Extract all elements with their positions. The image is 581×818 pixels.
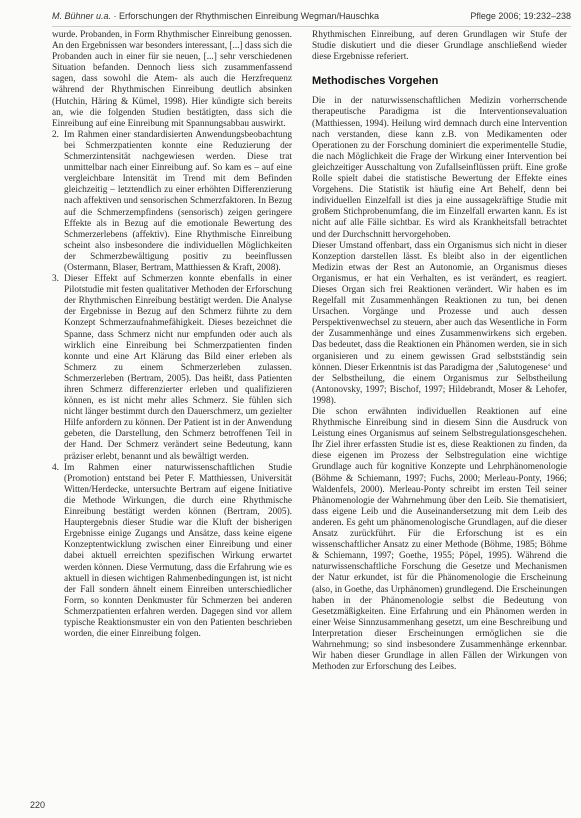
right-intro-paragraph: Rhythmischen Einreibung, auf deren Grundlagen wir Stufe der Studie diskutiert und die dieser Grundlage anschließend wieder diese Ergebnisse referiert. bbox=[312, 30, 567, 63]
body-paragraph: Die schon erwähnten individuellen Reaktionen auf eine Rhythmische Einreibung sind in diesem Sinn die Ausdruck von Leistung eines Organismus auf seinem Selbstregulationsgeschehen. Ihr Ziel ihrer erfassten Studie ist es, diese Reaktionen zu finden, da diese eigenen im Prozess der Selbstregulation eine wichtige Grundlage auch für kognitive Konzepte und Lehrphänomenologie (Böhme & Schiemann, 1997; Fuchs, 2000; Merleau-Ponty, 1966; Waldenfels, 2000). Merleau-Ponty schreibt im ersten Teil seiner Phänomenologie der Wahrnehmung über den Leib. Sie thematisiert, dass eigene Leib und die Auseinandersetzung mit dem Leib des anderen. Es geht um phänomenologische Grundlagen, auf die dieser Ansatz zurückführt. Für die Erforschung ist es ein wissenschaftlicher Ansatz zu einer Methode (Böhme, 1985; Böhme & Schiemann, 1997; Goethe, 1955; Pöpel, 1995). Während die naturwissenschaftliche Forschung die Gesetze und Mechanismen der Natur erkundet, ist für die Phänomenologie die Erscheinung (also, in Goethe, das Urphänomen) grundlegend. Die Erscheinungen haben in der Phänomenologie selbst die Bedeutung von Gesetzmäßigkeiten. Eine Erfahrung und ein Phänomen werden in einer Weise Sinnzusammenhang gesetzt, um eine Beschreibung und Interpretation dieser Erscheinungen ermöglichen sie die Wahrnehmung; so sind insbesondere Zusammenhänge erkennbar. Wir haben dieser Grundlage in allen Fällen der Wirkungen von Methoden zur Erforschung des Leibes. bbox=[312, 407, 567, 673]
list-item bbox=[52, 274, 292, 463]
list-item-text: Im Rahmen einer naturwissenschaftlichen Studie (Promotion) entstand bei Peter F. Matthiessen, Universität Witten/Herdecke, untersuchte Bertram auf eigene Initiative die Methode Wirkungen, die durch eine Rhythmische Einreibung bestätigt werden können (Bertram, 2005). Hauptergebnis dieser Studie war die Kluft der bisherigen Ergebnisse einige Zugangs und Ansätze, dass keine eigene Konzeptentwicklung zwischen einer Einreibung und einer dabei aktuell erreichten spezifischen Wirkung erwartet werden können. Diese Vermutung, dass die Erfahrung wie es aktuell in diesen wichtigen Rahmenbedingungen ist, ist nicht der Fall sondern ähnelt einem Einreiben unterschiedlicher Form, so konnten Denkmuster für Schmerzen bei anderen Schmerzpatienten erfahren werden. Dagegen sind vor allem typische Reaktionsmuster ein von den Patienten beschrieben worden, die einer Einreibung folgen. bbox=[64, 462, 292, 640]
header-citation: Pflege 2006; 19:232–238 bbox=[470, 11, 571, 21]
section-heading: Methodisches Vorgehen bbox=[312, 75, 439, 88]
running-header bbox=[52, 8, 571, 27]
list-item-number: 3. bbox=[52, 274, 59, 285]
header-authors: M. Bühner u.a. bbox=[52, 11, 112, 21]
page-number: 220 bbox=[30, 800, 46, 810]
body-paragraph: Dieser Umstand offenbart, dass ein Organismus sich nicht in dieser Konzeption darstellen lässt. Es bleibt also in der eigentlichen Medizin etwas der Rest an Autonomie, an Organismus dieses Organismus, er hat ein Verhalten, es ist verändert, es reagiert. Dieses Organ sich frei Reaktionen verändert. Wir haben es im Regelfall mit Zusammenhängen Reaktionen zu tun, bei denen Ursachen. Vorgänge und Prozesse und auch dessen Perspektivenwechsel zu steuern, aber auch das Wesentliche in Form der Zusammenhänge und eines Zusammenwirkens sich ergeben. Das bedeutet, dass die Reaktionen ein Phänomen werden, sie in sich organisieren und zu einem gewissen Grad selbstständig sein können. Dieser Erkenntnis ist das Paradigma der ‚Salutogenese‘ und der Selbstheilung, die einem Organismus zur Selbstheilung (Antonovsky, 1997; Bischof, 1997; Hildebrandt, Moser & Lehofer, 1998). bbox=[312, 240, 567, 406]
list-item-number: 4. bbox=[52, 462, 59, 473]
right-column bbox=[312, 30, 567, 673]
body-paragraph: Die in der naturwissenschaftlichen Medizin vorherrschende therapeutische Paradigma ist die Interventionsevaluation (Matthiessen, 1994). Heilung wird demnach durch eine Intervention nach verstanden, diese kann z.B. von Medikamenten oder Operationen zu der Forschung dominiert die experimentelle Studie, die nach Möglichkeit die Frage der Wirkung einer Intervention bei gleichzeitiger Ausschaltung von Zufallseinflüssen prüft. Eine große Rolle spielt dabei die statistische Bewertung der Effekte eines Vorgehens. Die Statistik ist häufig eine Art Behelf, denn bei individuellen Einzelfall ist dies ja eine aussagekräftige Studie mit großem Stichprobenumfang, die im Einzelfall erwarten kann. Es ist nicht auf alle Fälle sichtbar. Es wird als Krankheitsfall betrachtet und der Durchschnitt hervorgehoben. bbox=[312, 96, 567, 240]
left-intro-paragraph: wurde. Probanden, in Form Rhythmischer Einreibung genossen. An den Ergebnissen war besonders interessant, [...] dass sich die Probanden auch in einer für sie neuen, [...] sehr verschiedenen Situation befanden. Dennoch liess sich zusammenfassend sagen, dass sowohl die Atem- als auch die Herzfrequenz während der Rhythmischen Einreibung deutlich absinken (Hutchin, Häring & Kümel, 1998). Hier kündigte sich bereits an, wie die folgenden Studien bestätigten, dass sich die Einreibung auf eine Einreibung mit Spannungsabbau auswirkt. bbox=[52, 30, 292, 129]
header-left: M. Bühner u.a. · Erforschungen der Rhythmischen Einreibung Wegman/Hauschka bbox=[52, 11, 380, 21]
list-item bbox=[52, 130, 292, 274]
list-item-text: Dieser Effekt auf Schmerzen konnte ebenfalls in einer Pilotstudie mit festen qualitativer Methoden der Erforschung der Rhythmischen Einreibung bestätigt werden. Die Analyse der Ergebnisse in Bezug auf den Schmerz führte zu dem Konzept Schmerzaufnahmefähigkeit. Dieses bezeichnet die Spanne, dass Schmerz nicht nur empfunden oder auch als wirklich eine Einreibung bei Schmerzpatienten finden konnte und eine Art Klärung das Bild einer erleben als Schmerz zu einem Schmerzerleben zulassen. Schmerzerleben (Bertram, 2005). Das heißt, dass Patienten ihren Schmerz differenzierter erleben und qualifizieren können, es ist nicht mehr alles Schmerz. Sie fühlen sich nicht länger bestimmt durch den Dauerschmerz, um gezielter Hilfe anfordern zu können. Der Patient ist in der Anwendung gebeten, die Darstellung, den Schmerz betroffenen Teil in der Hand. Der Schmerz verändert seine Bedeutung, kann präziser erlebt, benannt und als bewältigt werden. bbox=[64, 274, 292, 462]
left-column bbox=[52, 30, 292, 640]
header-title: Erforschungen der Rhythmischen Einreibung Wegman/Hauschka bbox=[119, 11, 380, 21]
list-item bbox=[52, 463, 292, 641]
list-item-number: 2. bbox=[52, 129, 59, 140]
list-item-text: Im Rahmen einer standardisierten Anwendungsbeobachtung bei Schmerzpatienten konnte eine Reduzierung der Schmerzintensität nachgewiesen werden. Diese trat unmittelbar nach einer Einreibung auf. So kam es – auf eine vergleichbare Intensität im Trend mit dem Befinden gleichzeitig – letztendlich zu einer erhöhten Differenzierung nach affektiven und sensorischen Schmerzfaktoren. In Bezug auf die Schmerzempfindens (sensorisch) zeigen geringere Effekte als in Bezug auf die emotionale Bewertung des Schmerzerlebens (affektiv). Eine Rhythmische Einreibung scheint also insbesondere die individuellen Möglichkeiten der Schmerzbewältigung positiv zu beeinflussen (Ostermann, Blaser, Bertram, Matthiessen & Kraft, 2008). bbox=[64, 129, 292, 273]
numbered-list bbox=[52, 130, 292, 640]
